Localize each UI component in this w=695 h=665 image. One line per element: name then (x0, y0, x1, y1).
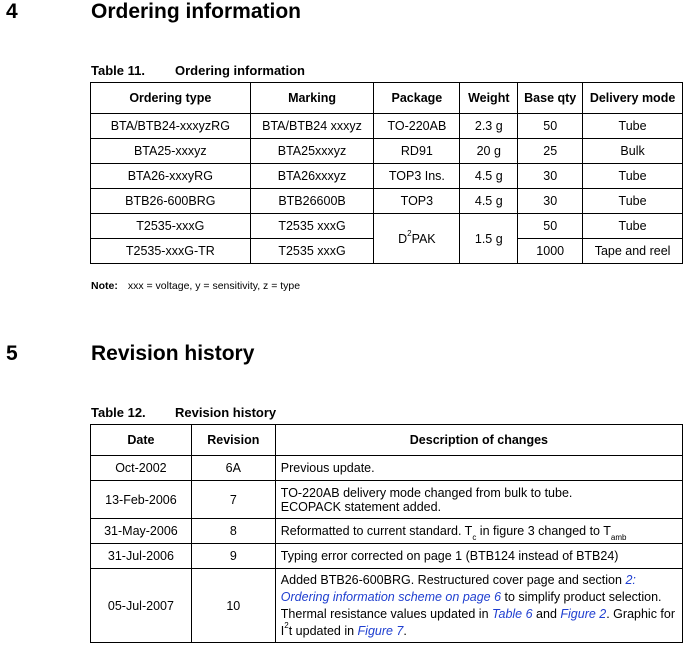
cell-ordering-type: BTB26-600BRG (91, 189, 251, 214)
col-weight: Weight (460, 83, 518, 114)
cell-revision: 8 (191, 519, 275, 544)
table-row (91, 544, 683, 569)
cell-marking: BTA25xxxyz (250, 139, 374, 164)
link-ordering-scheme[interactable]: 2: Ordering information scheme on page 6 (280, 572, 636, 604)
table-11-title: Ordering information (175, 63, 305, 78)
cell-weight: 4.5 g (460, 189, 518, 214)
col-package: Package (374, 83, 460, 114)
table-11-label: Table 11. (91, 63, 145, 78)
col-base-qty: Base qty (518, 83, 583, 114)
cell-delivery-mode: Bulk (583, 139, 683, 164)
cell-package: TOP3 (374, 189, 460, 214)
ordering-table (90, 82, 683, 264)
cell-description: Added BTB26-600BRG. Restructured cover page and section 2: Ordering information scheme on page 6 to simplify product selection. Thermal resistance values updated in Table 6 and Figure 2. Graphic for $I^2t$ updated in Figure 7. (275, 569, 682, 643)
cell-revision: 10 (191, 569, 275, 643)
cell-weight-merged: 1.5 g (460, 214, 518, 264)
cell-ordering-type: BTA26-xxxyRG (91, 164, 251, 189)
section-5-number: 5 (6, 342, 18, 365)
table-row (91, 139, 683, 164)
note-label: Note: (91, 280, 118, 292)
cell-description: TO-220AB delivery mode changed from bulk to tube. ECOPACK statement added. (275, 481, 682, 519)
cell-ordering-type: BTA/BTB24-xxxyzRG (91, 114, 251, 139)
cell-ordering-type: T2535-xxxG-TR (91, 239, 251, 264)
revision-header-row (91, 425, 683, 456)
col-description: Description of changes (275, 425, 682, 456)
cell-marking: BTA26xxxyz (250, 164, 374, 189)
cell-weight: 20 g (460, 139, 518, 164)
table-row (91, 569, 683, 643)
cell-delivery-mode: Tube (583, 114, 683, 139)
cell-date: 13-Feb-2006 (91, 481, 192, 519)
cell-base-qty: 50 (518, 114, 583, 139)
note (91, 280, 300, 292)
cell-base-qty: 1000 (518, 239, 583, 264)
cell-marking: BTA/BTB24 xxxyz (250, 114, 374, 139)
col-revision: Revision (191, 425, 275, 456)
cell-marking: BTB26600B (250, 189, 374, 214)
cell-delivery-mode: Tube (583, 189, 683, 214)
cell-ordering-type: T2535-xxxG (91, 214, 251, 239)
cell-ordering-type: BTA25-xxxyz (91, 139, 251, 164)
ordering-header-row (91, 83, 683, 114)
cell-revision: 6A (191, 456, 275, 481)
table-12-caption (91, 405, 276, 420)
cell-revision: 9 (191, 544, 275, 569)
table-row (91, 519, 683, 544)
cell-marking: T2535 xxxG (250, 214, 374, 239)
cell-date: Oct-2002 (91, 456, 192, 481)
cell-package: TOP3 Ins. (374, 164, 460, 189)
cell-base-qty: 50 (518, 214, 583, 239)
table-12-label: Table 12. (91, 405, 146, 420)
cell-revision: 7 (191, 481, 275, 519)
table-12-title: Revision history (175, 405, 277, 420)
cell-weight: 2.3 g (460, 114, 518, 139)
cell-package: TO-220AB (374, 114, 460, 139)
link-figure-7[interactable]: Figure 7 (357, 623, 404, 638)
cell-description: Reformatted to current standard. $T_c$ in figure 3 changed to $T_{amb}$ (275, 519, 682, 544)
table-row (91, 189, 683, 214)
table-row (91, 214, 683, 239)
table-row (91, 481, 683, 519)
table-row (91, 456, 683, 481)
cell-package-merged: $D^2PAK$ (374, 214, 460, 264)
cell-base-qty: 30 (518, 189, 583, 214)
section-4-number: 4 (6, 0, 18, 23)
link-figure-2[interactable]: Figure 2 (560, 606, 607, 621)
revision-table (90, 424, 683, 643)
section-4-title: Ordering information (91, 0, 301, 23)
col-delivery-mode: Delivery mode (583, 83, 683, 114)
table-row (91, 114, 683, 139)
cell-date: 31-Jul-2006 (91, 544, 192, 569)
cell-description: Typing error corrected on page 1 (BTB124 instead of BTB24) (275, 544, 682, 569)
table-row (91, 164, 683, 189)
cell-date: 05-Jul-2007 (91, 569, 192, 643)
col-marking: Marking (250, 83, 374, 114)
cell-package: RD91 (374, 139, 460, 164)
cell-base-qty: 25 (518, 139, 583, 164)
cell-base-qty: 30 (518, 164, 583, 189)
cell-description: Previous update. (275, 456, 682, 481)
cell-delivery-mode: Tube (583, 214, 683, 239)
table-11-caption (91, 63, 305, 78)
cell-date: 31-May-2006 (91, 519, 192, 544)
section-5-title: Revision history (91, 342, 255, 365)
cell-delivery-mode: Tube (583, 164, 683, 189)
note-text: xxx = voltage, y = sensitivity, z = type (127, 280, 301, 292)
col-date: Date (91, 425, 192, 456)
link-table-6[interactable]: Table 6 (492, 606, 533, 621)
cell-marking: T2535 xxxG (250, 239, 374, 264)
col-ordering-type: Ordering type (91, 83, 251, 114)
cell-delivery-mode: Tape and reel (583, 239, 683, 264)
cell-weight: 4.5 g (460, 164, 518, 189)
